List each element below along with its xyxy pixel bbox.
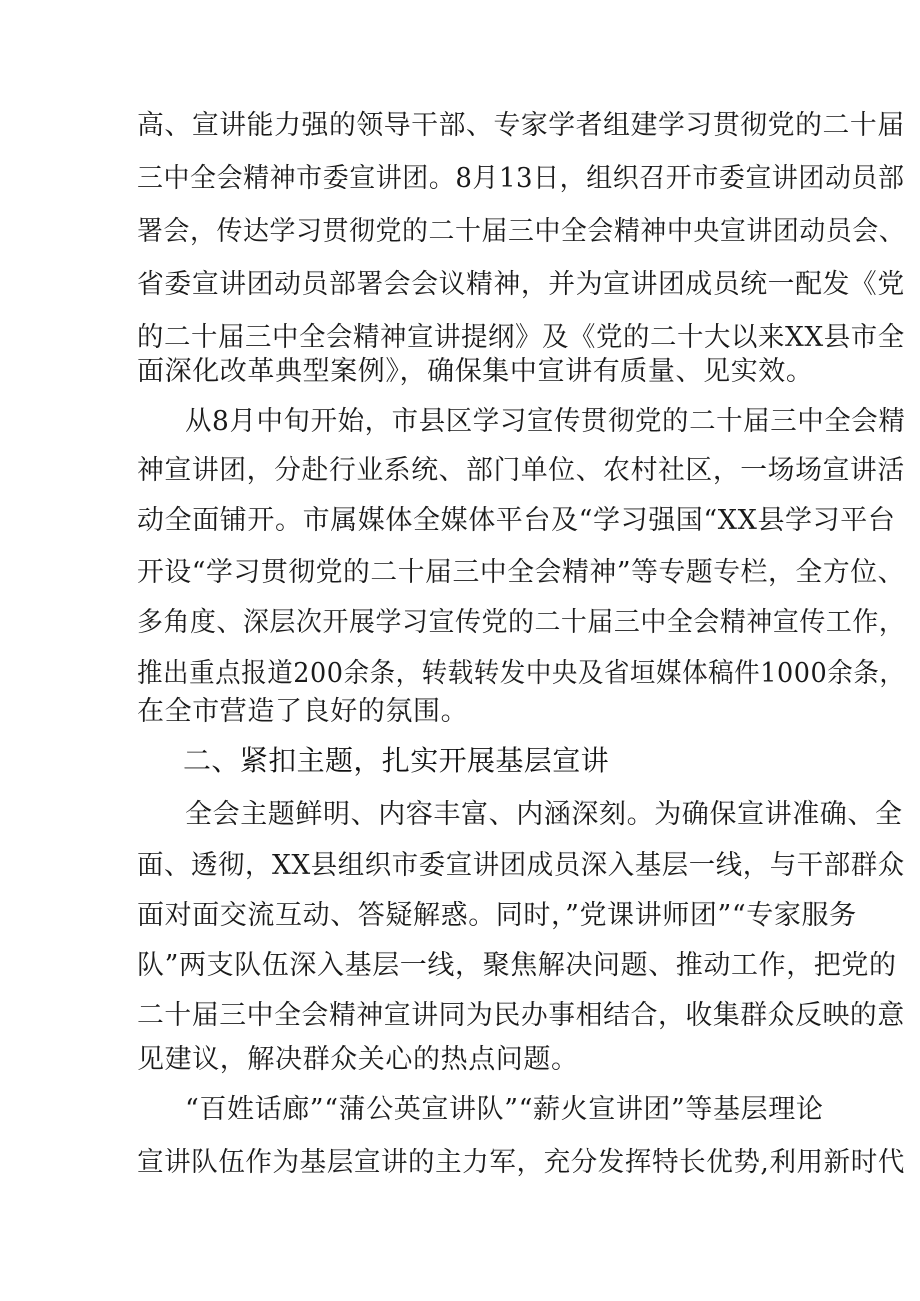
text-line: 队”两支队伍深入基层一线，聚焦解决问题、推动工作，把党的 — [137, 950, 897, 981]
text-line: 高、宣讲能力强的领导干部、专家学者组建学习贯彻党的二十届 — [137, 110, 905, 141]
text-line: 推出重点报道200余条，转载转发中央及省垣媒体稿件1000余条， — [137, 658, 906, 689]
text-line: 面对面交流互动、答疑解惑。同时，”党课讲师团”“专家服务 — [137, 900, 857, 931]
text-line: “百姓话廊”“蒲公英宣讲队”“薪火宣讲团”等基层理论 — [185, 1094, 824, 1125]
text-line: 三中全会精神市委宣讲团。8月13日，组织召开市委宣讲团动员部 — [137, 163, 905, 194]
text-line: 神宣讲团，分赴行业系统、部门单位、农村社区，一场场宣讲活 — [137, 455, 905, 486]
text-line: 面、透彻，XX县组织市委宣讲团成员深入基层一线，与干部群众 — [137, 850, 905, 881]
text-line: 宣讲队伍作为基层宣讲的主力军，充分发挥特长优势,利用新时代 — [137, 1147, 905, 1178]
text-line: 见建议，解决群众关心的热点问题。 — [137, 1044, 579, 1075]
text-line: 署会，传达学习贯彻党的二十届三中全会精神中央宣讲团动员会、 — [137, 216, 906, 247]
text-line: 面深化改革典型案例》，确保集中宣讲有质量、见实效。 — [137, 356, 814, 387]
text-line: 全会主题鲜明、内容丰富、内涵深刻。为确保宣讲准确、全 — [185, 799, 903, 830]
text-line: 从8月中旬开始，市县区学习宣传贯彻党的二十届三中全会精 — [185, 406, 906, 437]
text-line: 二十届三中全会精神宣讲同为民办事相结合，收集群众反映的意 — [137, 1000, 905, 1031]
text-line: 多角度、深层次开展学习宣传党的二十届三中全会精神宣传工作， — [137, 607, 906, 638]
text-line: 开设“学习贯彻党的二十届三中全会精神”等专题专栏，全方位、 — [137, 557, 905, 588]
text-line: 动全面铺开。市属媒体全媒体平台及“学习强国“XX县学习平台 — [137, 505, 896, 536]
text-line: 在全市营造了良好的氛围。 — [137, 696, 469, 727]
text-line: 省委宣讲团动员部署会会议精神，并为宣讲团成员统一配发《党 — [137, 269, 905, 300]
section-heading: 二、紧扣主题，扎实开展基层宣讲 — [183, 744, 610, 777]
text-line: 的二十届三中全会精神宣讲提纲》及《党的二十大以来XX县市全 — [137, 322, 905, 353]
